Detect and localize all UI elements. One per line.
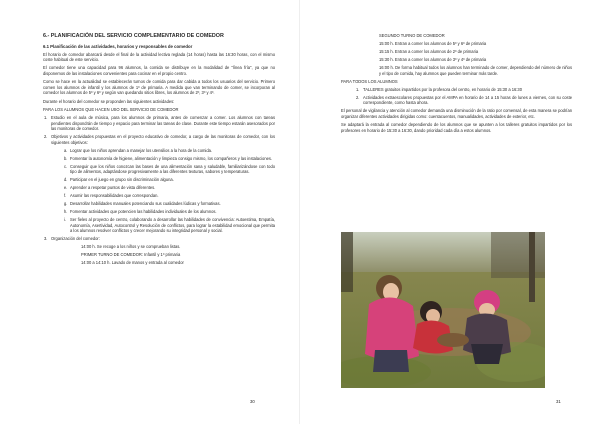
left-text-column: [43, 33, 275, 268]
children-playing-photo: [341, 232, 545, 388]
turn-line: 15:00 h. Entran a comer los alumnos de 5º y 6º de primaria: [379, 40, 487, 46]
schedule-line: 14:00 a 14:10 h. Lavado de manos y entrada al comedor: [81, 260, 184, 266]
paragraph-turns: Como se hace en la actualidad se establecerán turnos de comida para dar cabida a todos los usuarios del servicio. Primero comen los alumnos de infantil y los alumnos de 1º de primaria. A medida que van terminando de comer, se incorporan al comedor los alumnos de 5º y 6º y según van quedando sitios libres, los alumnos de 2º, 3º y 4º.: [43, 79, 275, 96]
paragraph-staff: El personal de vigilancia y atención al comedor demanda una disminución de la ratio por comensal, de esta manera se podrían organizar diferentes actividades dirigidas como: cuentacuentos, manualidades, actividades de exterior, etc.: [341, 108, 572, 119]
sublist-item-letter: g.: [64, 201, 68, 207]
children-playing-photo-illustration: [341, 232, 545, 388]
turn-line: 15:30 h. Entran a comer los alumnos de 3º y 4º de primaria: [379, 56, 487, 62]
sublist-item-letter: h.: [64, 209, 68, 215]
sublist-item: [63, 164, 275, 175]
sublist-item-letter: a.: [64, 147, 68, 153]
sublist-item: [63, 193, 275, 199]
objectives-sublist: [63, 148, 275, 234]
turn-line: 15:15 h. Entran a comer los alumnos de 2º de primaria: [379, 48, 479, 54]
list-item-number: 2.: [356, 94, 360, 100]
soil-mound: [437, 333, 469, 347]
sublist-item-text: Desarrollar habilidades manuales potenciando sus cualidades lúdicas y formativas.: [70, 201, 221, 207]
list-item-number: 1.: [356, 86, 360, 92]
list-item-text: Estudio en el aula de música, para los alumnos de primaria, antes de comenzar a comer. Los alumnos con tareas pendientes dispondrán de tiempo y espacio para terminar las tareas de clase. Durante este tiempo estarán asesorados por las monitoras de comedor.: [51, 114, 275, 132]
paragraph-schedule: El horario de comedor abarcará desde el final de la actividad lectiva reglada (14 horas) hasta las 16:30 horas, con el mismo coste habitual de este servicio.: [43, 51, 275, 63]
sublist-item: [63, 201, 275, 207]
page-number-right: 31: [556, 399, 561, 404]
sublist-item-text: Lograr que los niños aprendan a manejar los utensilios a la hora de la comida.: [70, 147, 213, 153]
second-turn-title: SEGUNDO TURNO DE COMEDOR: [379, 33, 445, 38]
sublist-item-letter: f.: [64, 193, 67, 199]
list-item: [43, 236, 275, 242]
sublist-item: [63, 217, 275, 234]
all-students-title: PARA TODOS LOS ALUMNOS: [341, 78, 398, 84]
list-item-text: TALLERES gratuitos impartidos por la profesora del centro, en horario de 15:30 a 16:30: [363, 86, 522, 92]
paragraph-capacity: El comedor tiene una capacidad para 96 alumnos, la comida se distribuye en la modalidad de "línea fría", ya que no disponemos de las instalaciones convenientes para cocinar en el propio centro.: [43, 65, 275, 76]
list-item-text: Objetivos y actividades propuestas en el proyecto educativo de comedor, a cargo de las monitoras de comedor, con los siguientes objetivos:: [51, 134, 275, 145]
turn-line: 16:00 h. De forma habitual todos los alumnos han terminado de comer, dependiendo del número de niños y el tipo de comida, hay alumnos que pueden terminar más tarde.: [379, 64, 572, 76]
subsection-title: 6.1 Planificación de las actividades, horarios y responsables de comedor: [43, 44, 193, 49]
sublist-item-text: Aprender a respetar puntos de vista diferentes.: [70, 185, 156, 191]
list-item-number: 2.: [44, 134, 48, 140]
list-item-text: Organización del comedor:: [51, 236, 100, 242]
list-item-number: 1.: [44, 114, 48, 120]
list-item: [355, 95, 572, 106]
sublist-item-text: Participar en el juego en grupo sin discriminación alguna.: [70, 177, 174, 183]
list-item: [43, 115, 275, 132]
sublist-item-letter: e.: [64, 185, 68, 191]
page-number-left: 30: [250, 399, 255, 404]
list-item: [355, 87, 572, 93]
schedule-line: 14:00 h. Se recoge a los niños y se comprueban listas.: [81, 244, 181, 250]
list-item-text: Actividades extraescolares propuestas por el AMPA en horario de 14 a 15 horas de lunes a viernes, con su coste correspondiente, como hasta ahora.: [363, 94, 572, 106]
right-text-column: [341, 33, 572, 136]
list-item-number: 3.: [44, 236, 48, 242]
sublist-item-letter: i.: [64, 217, 67, 223]
schedule-line: PRIMER TURNO DE COMEDOR: Infantil y 1º primaria: [81, 252, 181, 258]
sublist-item-text: Fomentar actividades que potencien las habilidades individuales de los alumnos.: [70, 209, 217, 215]
sublist-item-text: Ser fieles al proyecto de centro, colaborando a desarrollar las habilidades de convivencia: Autoestima, Empatía, Autonomía, Asertividad, Autocontrol y Resolución de conflictos, para lograr la estabilidad emocional que permita a los alumnos resolver conflictos y crecer mejorando su integridad personal y social.: [70, 217, 275, 234]
sublist-item-text: Fomentar la autonomía de higiene, alimentación y limpieza consigo mismo, los compañeros y las instalaciones.: [70, 155, 273, 161]
sublist-item: [63, 156, 275, 162]
sublist-item: [63, 209, 275, 215]
sublist-item-text: Conseguir que los niños conozcan las bases de una alimentación sana y saludable, familiarizándose con todo tipo de alimentos, adaptándose progresivamente a las diferentes texturas, sabores y temperaturas.: [70, 163, 275, 175]
sublist-item: [63, 148, 275, 154]
sublist-item: [63, 177, 275, 183]
list-item: [43, 134, 275, 145]
sublist-item: [63, 185, 275, 191]
section-title: 6.- PLANIFICACIÓN DEL SERVICIO COMPLEMENTARIO DE COMEDOR: [43, 33, 224, 39]
sublist-item-text: Asumir las responsabilidades que correspondan.: [70, 193, 159, 199]
sublist-item-letter: b.: [64, 155, 68, 161]
activities-lead-in: Durante el horario del comedor se proponden las siguientes actividades:: [43, 98, 175, 104]
group-title-dining-users: PARA LOS ALUMNOS QUE HACEN USO DEL SERVICIO DE COMEDOR: [43, 106, 179, 112]
paragraph-workshops: Se adaptará la entrada al comedor dependiendo de los alumnos que se apunten a los talleres gratuitos impartidos por los profesores en horario de 15:30 a 16:30, dando prioridad cada día a estos alumnos.: [341, 122, 572, 133]
sublist-item-letter: d.: [64, 177, 68, 183]
sublist-item-letter: c.: [64, 163, 68, 169]
